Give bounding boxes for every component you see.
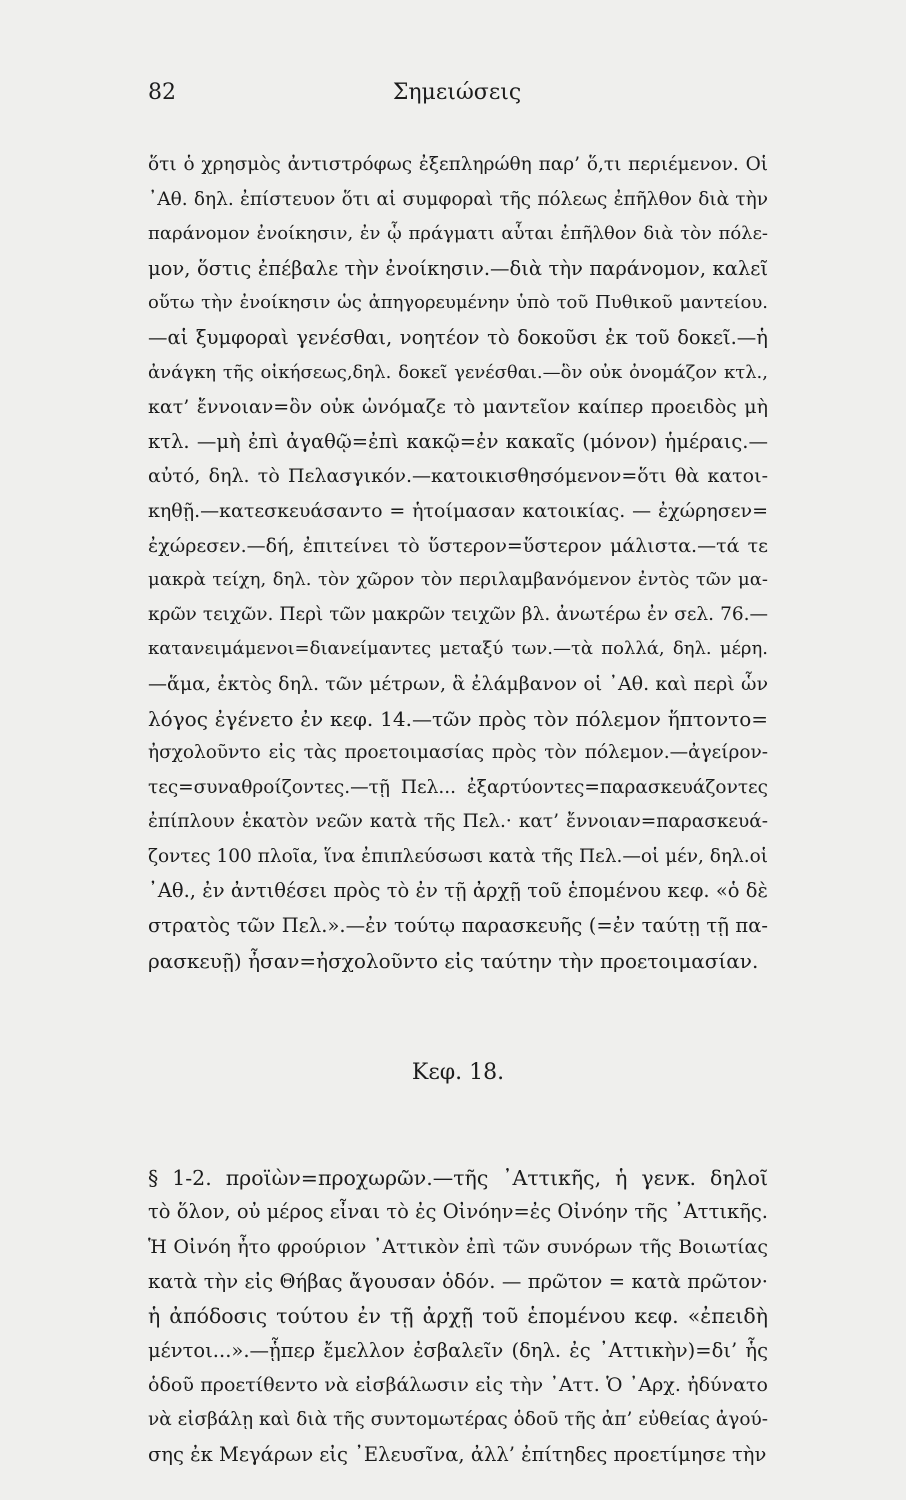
text-line: στρατὸς τῶν Πελ.».—ἐν τούτῳ παρασκευῆς (=ἐν ταύτῃ τῇ πα- bbox=[148, 914, 768, 938]
running-title: Σημειώσεις bbox=[392, 80, 522, 105]
text-line: λόγος ἐγένετο ἐν κεφ. 14.—τῶν πρὸς τὸν πόλεμον ἥπτοντο= bbox=[148, 706, 768, 731]
notes-paragraph-2 bbox=[148, 1161, 768, 1472]
text-line: § 1-2. προϊὼν=προχωρῶν.—τῆς ᾿Αττικῆς, ἡ γενκ. δηλοῖ bbox=[148, 1165, 768, 1190]
text-line: ρασκευῇ) ἦσαν=ἠσχολοῦντο εἰς ταύτην τὴν προετοιμασίαν. bbox=[148, 948, 759, 973]
text-line: κτλ. —μὴ ἐπὶ ἀγαθῷ=ἐπὶ κακῷ=ἐν κακαῖς (μόνον) ἡμέραις.— bbox=[148, 429, 768, 453]
text-line: Ἡ Οἰνόη ἦτο φρούριον ᾿Αττικὸν ἐπὶ τῶν συνόρων τῆς Βοιωτίας bbox=[148, 1236, 768, 1259]
text-line: ἡ ἀπόδοσις τούτου ἐν τῇ ἀρχῇ τοῦ ἑπομένου κεφ. «ἐπειδὴ bbox=[148, 1304, 768, 1329]
text-line: ἠσχολοῦντο εἰς τὰς προετοιμασίας πρὸς τὸν πόλεμον.—ἀγείρον- bbox=[148, 742, 768, 764]
text-line: —ἅμα, ἐκτὸς δηλ. τῶν μέτρων, ἃ ἐλάμβανον οἱ ᾿Αθ. καὶ περὶ ὧν bbox=[148, 672, 768, 695]
text-line: ᾿Αθ., ἐν ἀντιθέσει πρὸς τὸ ἐν τῇ ἀρχῇ τοῦ ἑπομένου κεφ. «ὁ δὲ bbox=[148, 879, 768, 903]
text-line: κατ’ ἔννοιαν=ὃν οὐκ ὠνόμαζε τὸ μαντεῖον καίπερ προειδὸς μὴ bbox=[148, 396, 768, 419]
text-line: ὁδοῦ προετίθεντο νὰ εἰσβάλωσιν εἰς τὴν ᾿Αττ. Ὁ ᾿Αρχ. ἠδύνατο bbox=[148, 1374, 768, 1397]
text-line: αὐτό, δηλ. τὸ Πελασγικόν.—κατοικισθησόμενον=ὅτι θὰ κατοι- bbox=[148, 465, 768, 488]
text-line: ζοντες 100 πλοῖα, ἵνα ἐπιπλεύσωσι κατὰ τῆς Πελ.—οἱ μέν, δηλ.οἱ bbox=[148, 845, 768, 867]
text-line: ὅτι ὁ χρησμὸς ἀντιστρόφως ἐξεπληρώθη παρ’ ὅ,τι περιέμενον. Οἱ bbox=[148, 154, 768, 175]
text-line: μακρὰ τείχη, δηλ. τὸν χῶρον τὸν περιλαμβανόμενον ἐντὸς τῶν μα- bbox=[148, 569, 768, 591]
notes-body bbox=[148, 148, 768, 1472]
text-line: τὸ ὅλον, οὐ μέρος εἶναι τὸ ἐς Οἰνόην=ἐς Οἰνόην τῆς ᾿Αττικῆς. bbox=[148, 1200, 768, 1224]
text-line: κρῶν τειχῶν. Περὶ τῶν μακρῶν τειχῶν βλ. ἀνωτέρω ἐν σελ. 76.— bbox=[148, 603, 768, 625]
text-line: κατανειμάμενοι=διανείμαντες μεταξύ των.—τὰ πολλά, δηλ. μέρη. bbox=[148, 638, 768, 660]
page-number: 82 bbox=[148, 80, 176, 105]
text-line: ἀνάγκη τῆς οἰκήσεως,δηλ. δοκεῖ γενέσθαι.—ὃν οὐκ ὀνομάζον κτλ., bbox=[148, 361, 768, 383]
text-line: μέντοι...».—ᾗπερ ἔμελλον ἐσβαλεῖν (δηλ. ἐς ᾿Αττικὴν)=δι’ ἧς bbox=[148, 1338, 768, 1362]
text-line: κατὰ τὴν εἰς Θήβας ἄγουσαν ὁδόν. — πρῶτον = κατὰ πρῶτον· bbox=[148, 1269, 768, 1293]
page-header bbox=[148, 80, 766, 116]
chapter-heading: Κεφ. 18. bbox=[411, 1060, 505, 1086]
text-line: νὰ εἰσβάλῃ καὶ διὰ τῆς συντομωτέρας ὁδοῦ τῆς ἀπ’ εὐθείας ἀγού- bbox=[148, 1409, 768, 1430]
text-line: —αἱ ξυμφοραὶ γενέσθαι, νοητέον τὸ δοκοῦσι ἐκ τοῦ δοκεῖ.—ἡ bbox=[148, 325, 768, 349]
text-line: τες=συναθροίζοντες.—τῇ Πελ... ἐξαρτύοντες=παρασκευάζοντες bbox=[148, 776, 768, 798]
text-line: ἐχώρεσεν.—δή, ἐπιτείνει τὸ ὕστερον=ὕστερον μάλιστα.—τά τε bbox=[148, 534, 768, 557]
text-line: ἐπίπλουν ἑκατὸν νεῶν κατὰ τῆς Πελ.· κατ’ ἔννοιαν=παρασκευά- bbox=[148, 811, 768, 833]
text-line: σης ἐκ Μεγάρων εἰς ᾿Ελευσῖνα, ἀλλ’ ἐπίτηδες προετίμησε τὴν bbox=[148, 1442, 767, 1466]
text-line: μον, ὅστις ἐπέβαλε τὴν ἐνοίκησιν.—διὰ τὴν παράνομον, καλεῖ bbox=[148, 256, 768, 280]
notes-paragraph-1 bbox=[148, 148, 768, 978]
text-line: οὕτω τὴν ἐνοίκησιν ὡς ἀπηγορευμένην ὑπὸ τοῦ Πυθικοῦ μαντείου. bbox=[148, 292, 768, 314]
text-line: κηθῇ.—κατεσκευάσαντο = ἡτοίμασαν κατοικίας. — ἐχώρησεν= bbox=[148, 499, 768, 522]
text-line: παράνομον ἐνοίκησιν, ἐν ᾧ πράγματι αὗται ἐπῆλθον διὰ τὸν πόλε- bbox=[148, 223, 768, 245]
text-line: ᾿Αθ. δηλ. ἐπίστευον ὅτι αἱ συμφοραὶ τῆς πόλεως ἐπῆλθον διὰ τὴν bbox=[148, 188, 768, 210]
